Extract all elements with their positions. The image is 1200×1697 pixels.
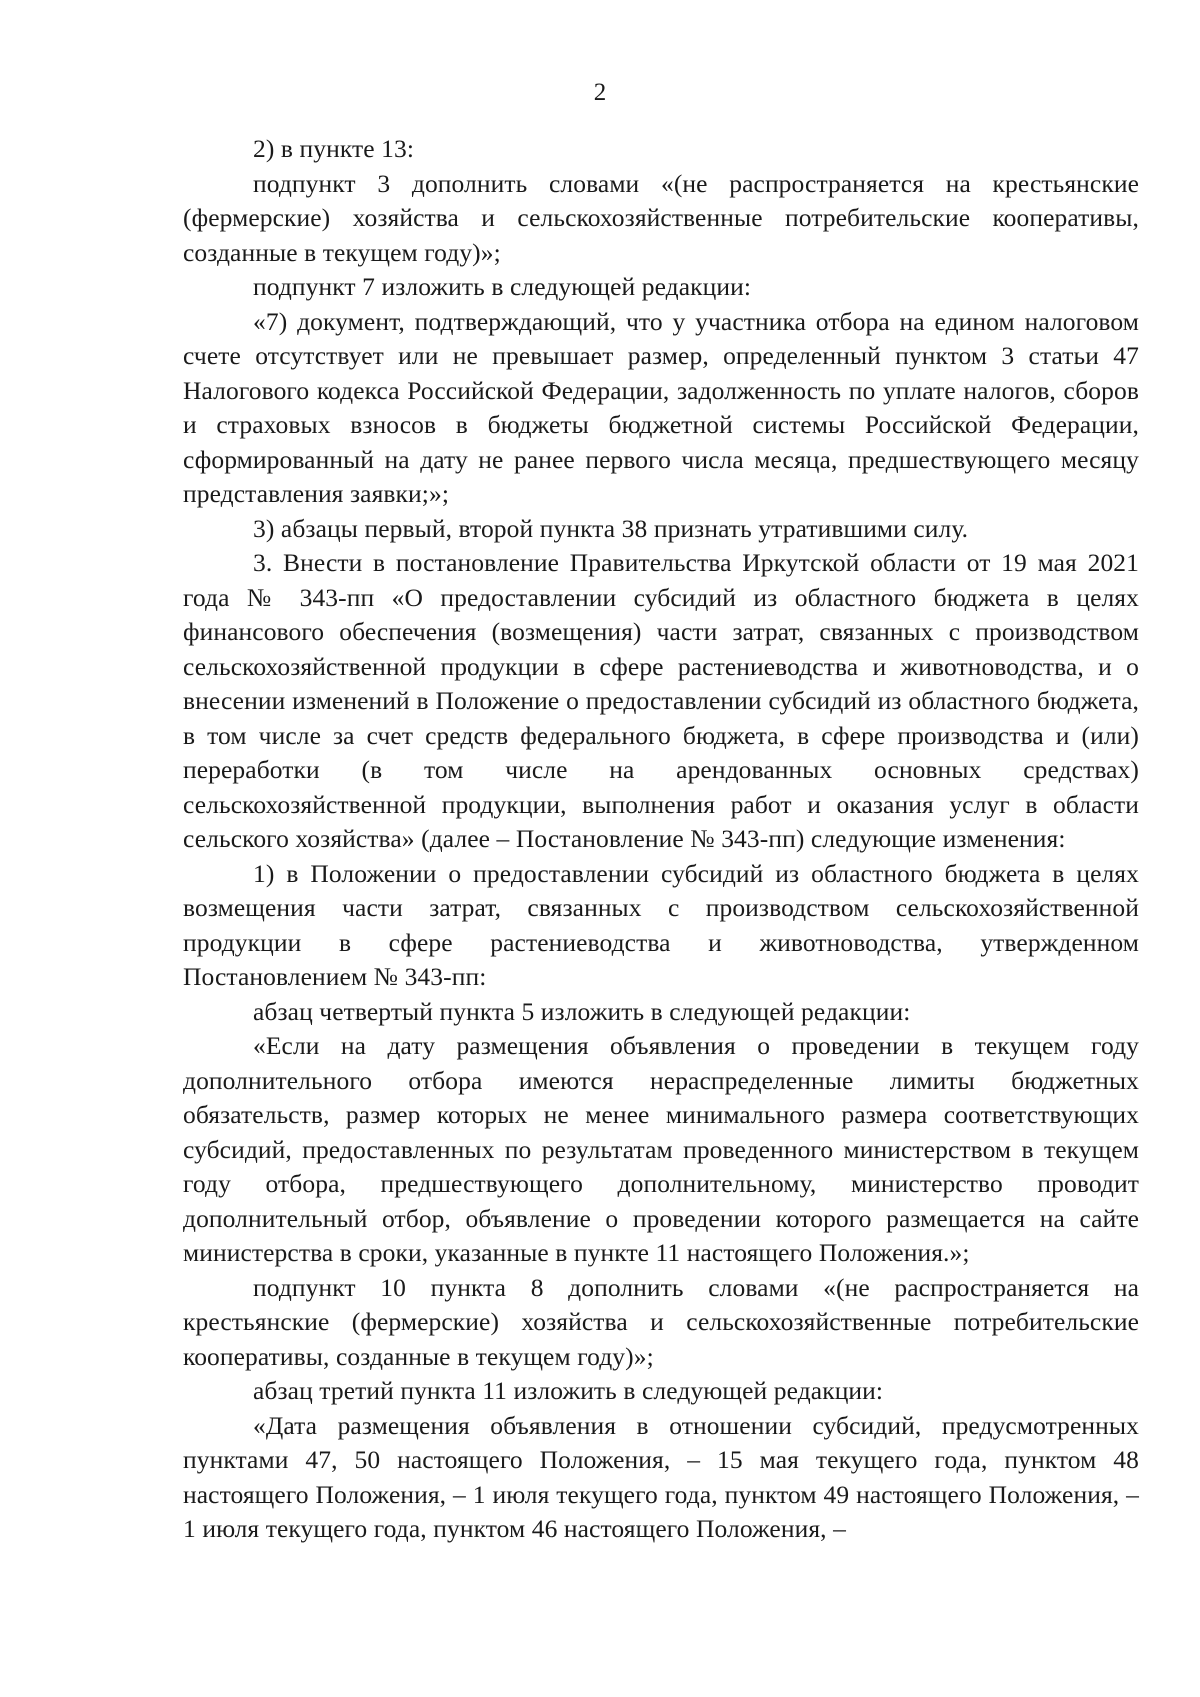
paragraph: 3. Внести в постановление Правительства Иркутской области от 19 мая 2021 года № 343-пп «О предоставлении субсидий из областного бюджета в целях финансового обеспечения (возмещения) части затрат, связанных с производством сельскохозяйственной продукции в сфере растениеводства и животноводства, и о внесении изменений в Положение о предоставлении субсидий из областного бюджета, в том числе за счет средств федерального бюджета, в сфере производства и (или) переработки (в том числе на арендованных основных средствах) сельскохозяйственной продукции, выполнения работ и оказания услуг в области сельского хозяйства» (далее – Постановление № 343-пп) следующие изменения:	[183, 548, 1139, 853]
paragraph: подпункт 10 пункта 8 дополнить словами «(не распространяется на крестьянские (фермерские) хозяйства и сельскохозяйственные потребительские кооперативы, созданные в текущем году)»;	[183, 1272, 1139, 1371]
page-number: 2	[593, 79, 607, 106]
paragraph: абзац четвертый пункта 5 изложить в следующей редакции:	[253, 996, 911, 1026]
paragraph: 1) в Положении о предоставлении субсидий из областного бюджета в целях возмещения части затрат, связанных с производством сельскохозяйственной продукции в сфере растениеводства и животноводства, утвержденном Постановлением № 343-пп:	[183, 858, 1139, 991]
paragraph: абзац третий пункта 11 изложить в следующей редакции:	[253, 1376, 884, 1405]
paragraph: 2) в пункте 13:	[253, 134, 415, 163]
paragraph: подпункт 3 дополнить словами «(не распространяется на крестьянские (фермерские) хозяйства и сельскохозяйственные потребительские кооперативы, созданные в текущем году)»;	[183, 168, 1139, 267]
paragraph: подпункт 7 изложить в следующей редакции:	[253, 272, 752, 301]
paragraph: «Дата размещения объявления в отношении субсидий, предусмотренных пунктами 47, 50 настоящего Положения, – 15 мая текущего года, пунктом 48 настоящего Положения, – 1 июля текущего года, пунктом 49 настоящего Положения, – 1 июля текущего года, пунктом 46 настоящего Положения, –	[183, 1410, 1139, 1543]
document-body	[183, 132, 1139, 1547]
paragraph: «Если на дату размещения объявления о проведении в текущем году дополнительного отбора имеются нераспределенные лимиты бюджетных обязательств, размер которых не менее минимального размера соответствующих субсидий, предоставленных по результатам проведенного министерством в текущем году отбора, предшествующего дополнительному, министерство проводит дополнительный отбор, объявление о проведении которого размещается на сайте министерства в сроки, указанные в пункте 11 настоящего Положения.»;	[183, 1031, 1139, 1267]
paragraph: «7) документ, подтверждающий, что у участника отбора на едином налоговом счете отсутствует или не превышает размер, определенный пунктом 3 статьи 47 Налогового кодекса Российской Федерации, задолженность по уплате налогов, сборов и страховых взносов в бюджеты бюджетной системы Российской Федерации, сформированный на дату не ранее первого числа месяца, предшествующего месяцу представления заявки;»;	[183, 306, 1139, 508]
paragraph: 3) абзацы первый, второй пункта 38 признать утратившими силу.	[253, 513, 969, 543]
